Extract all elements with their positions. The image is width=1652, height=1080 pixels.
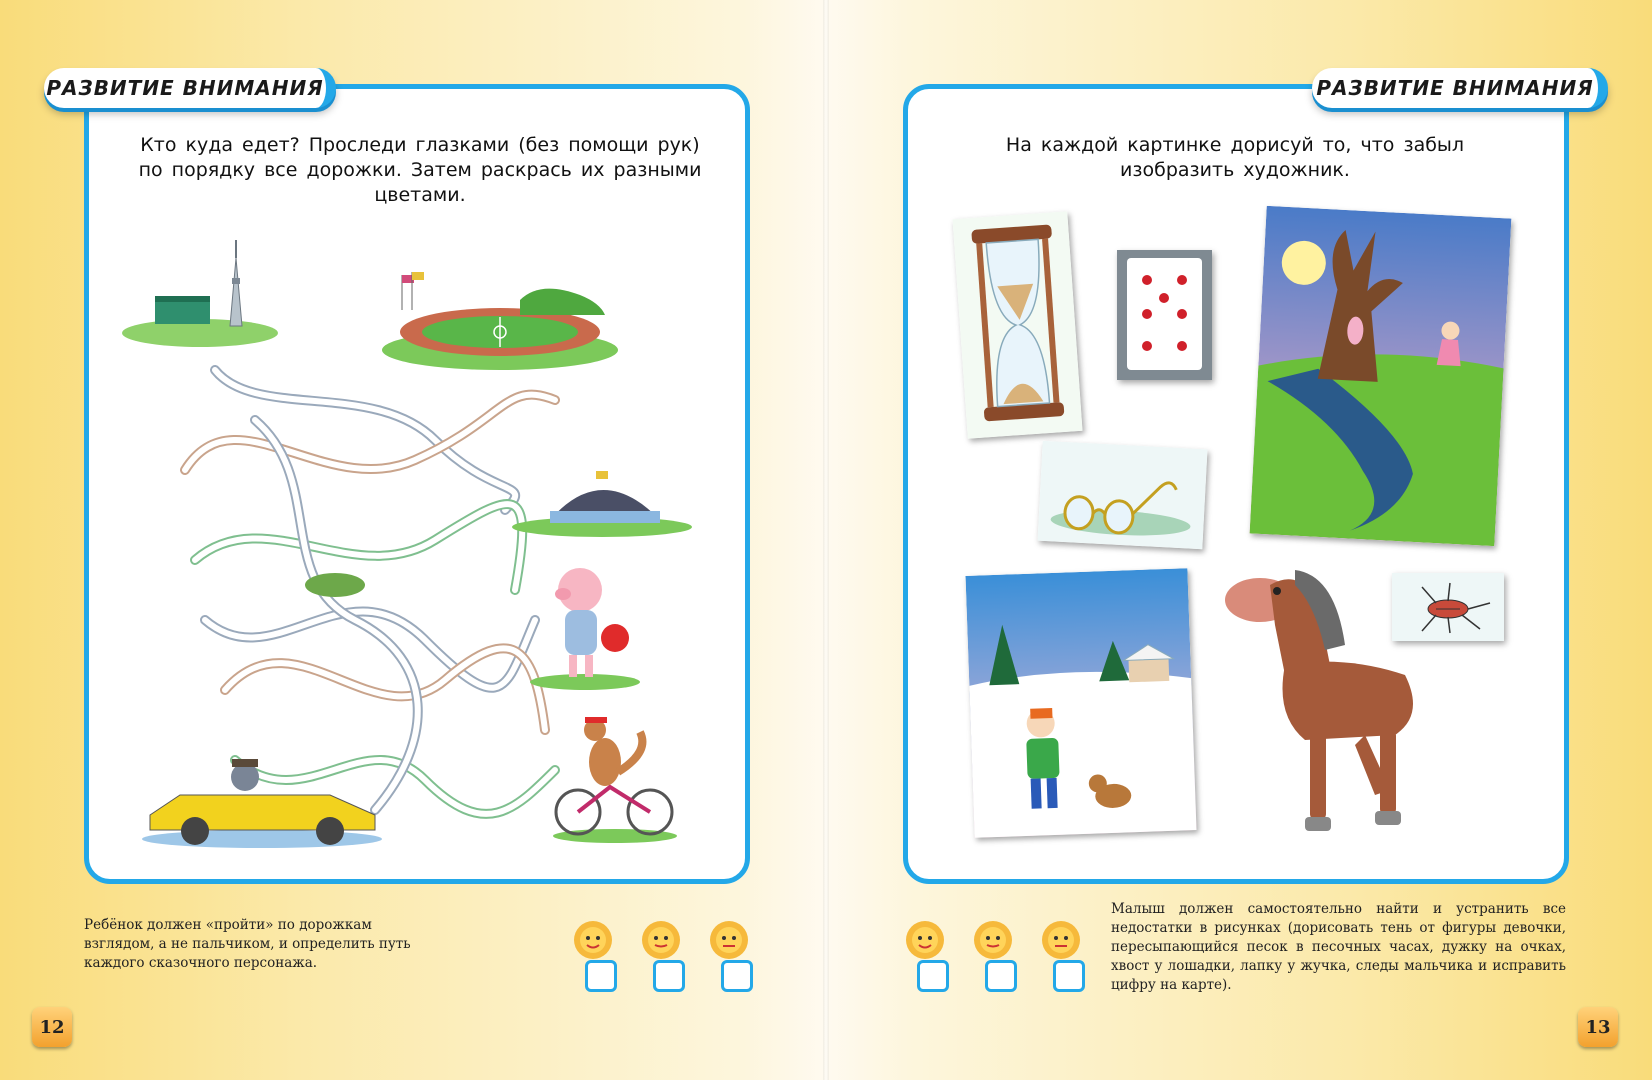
glasses-picture (1037, 441, 1207, 549)
page-number-right: 13 (1578, 1007, 1618, 1047)
sun-icon (641, 920, 681, 960)
tv-tower-illustration (120, 238, 280, 348)
rating-item (970, 920, 1016, 1000)
wolf-car-illustration (140, 755, 385, 850)
left-parent-note: Ребёнок должен «пройти» по дорожкам взглядом, а не пальчиком, и определить путь каждого сказочного персонажа. (84, 917, 411, 971)
hourglass-picture (952, 211, 1082, 438)
rating-item (902, 920, 948, 1000)
page-number-left: 12 (32, 1007, 72, 1047)
rating-item (570, 920, 616, 1000)
card-seven-hearts-icon (1117, 250, 1212, 380)
tree-shadow-picture (1250, 206, 1512, 546)
rating-checkbox[interactable] (585, 960, 617, 992)
rating-item (638, 920, 684, 1000)
rating-checkbox[interactable] (1053, 960, 1085, 992)
sun-icon (905, 920, 945, 960)
right-task-text: На каждой картинке дорисуй то, что забыл изобразить художник. (1005, 134, 1465, 181)
tree-girl-icon (1250, 206, 1512, 546)
circus-dome-illustration (510, 465, 695, 537)
glasses-icon (1037, 441, 1207, 549)
playing-card-picture (1117, 250, 1212, 380)
left-rating (570, 920, 752, 1000)
rating-checkbox[interactable] (721, 960, 753, 992)
left-page-header: РАЗВИТИЕ ВНИМАНИЯ (44, 68, 336, 108)
kangaroo-bike-illustration (550, 712, 680, 844)
boy-dog-icon (965, 568, 1196, 838)
rating-checkbox[interactable] (917, 960, 949, 992)
pig-character (525, 560, 645, 692)
sun-icon (573, 920, 613, 960)
sun-icon (973, 920, 1013, 960)
beetle-picture (1392, 573, 1504, 641)
winter-boy-picture (965, 568, 1196, 838)
stadium-illustration (380, 270, 620, 370)
rating-checkbox[interactable] (985, 960, 1017, 992)
right-rating (902, 920, 1084, 1000)
left-task-text: Кто куда едет? Проследи глазками (без помощи рук) по порядку все дорожки. Затем раскрась их разными цветами. (138, 134, 702, 206)
sun-icon (709, 920, 749, 960)
rating-item (706, 920, 752, 1000)
book-spine (823, 0, 829, 1080)
rating-checkbox[interactable] (653, 960, 685, 992)
right-parent-note: Малыш должен самостоятельно найти и устранить все недостатки в рисунках (дорисовать тень от фигуры девочки, пересыпающийся песок в песочных часах, дужку на очках, хвост у лошадки, лапку у жучка, следы мальчика и исправить цифру на карте). (1111, 901, 1566, 993)
hourglass-icon (952, 211, 1082, 438)
rating-item (1038, 920, 1084, 1000)
right-page-header: РАЗВИТИЕ ВНИМАНИЯ (1312, 68, 1608, 108)
beetle-icon (1392, 573, 1504, 641)
sun-icon (1041, 920, 1081, 960)
